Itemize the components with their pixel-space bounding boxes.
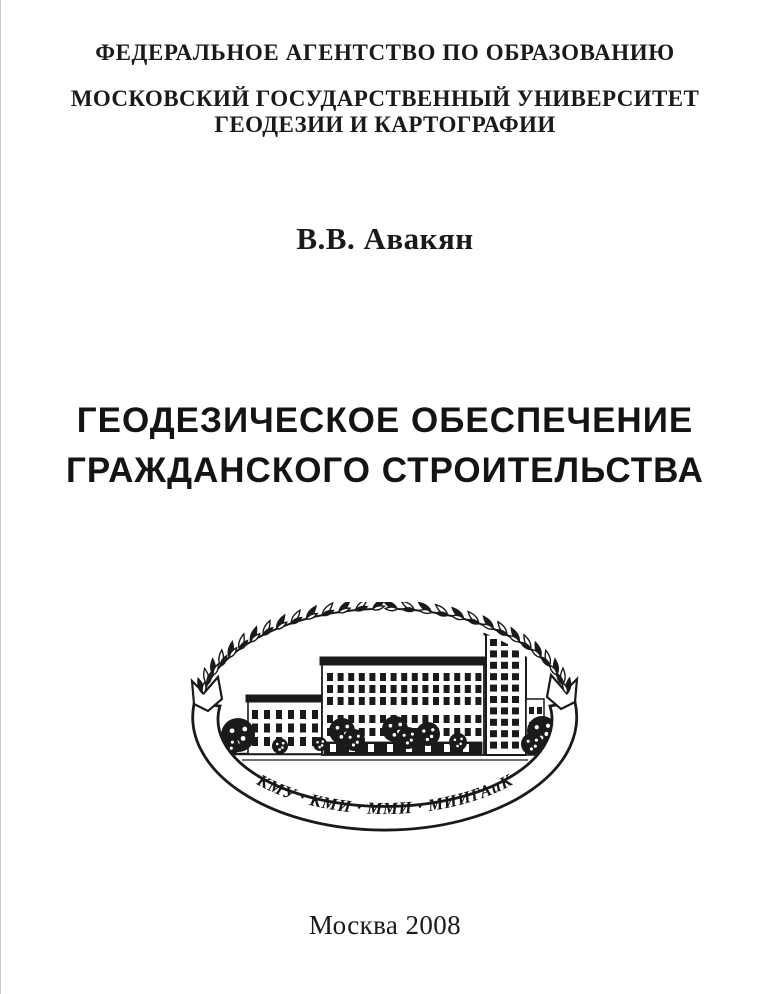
university-line-1: МОСКОВСКИЙ ГОСУДАРСТВЕННЫЙ УНИВЕРСИТЕТ (70, 86, 700, 111)
agency-line: ФЕДЕРАЛЬНОЕ АГЕНТСТВО ПО ОБРАЗОВАНИЮ (95, 40, 675, 65)
emblem-svg (190, 602, 580, 836)
book-title-line-2: ГРАЖДАНСКОГО СТРОИТЕЛЬСТВА (66, 451, 704, 490)
imprint-city-year: Москва 2008 (308, 910, 462, 940)
ribbon-text: КМУ · КМИ · ММИ · МИИГАиК (253, 770, 517, 819)
university-building-illustration (217, 629, 567, 760)
university-emblem (190, 602, 580, 836)
book-title-line-1: ГЕОДЕЗИЧЕСКОЕ ОБЕСПЕЧЕНИЕ (76, 401, 694, 440)
university-line-2: ГЕОДЕЗИИ И КАРТОГРАФИИ (214, 112, 556, 137)
author-name: В.В. Авакян (296, 221, 474, 256)
university-name (1, 86, 768, 138)
book-title (1, 396, 768, 496)
